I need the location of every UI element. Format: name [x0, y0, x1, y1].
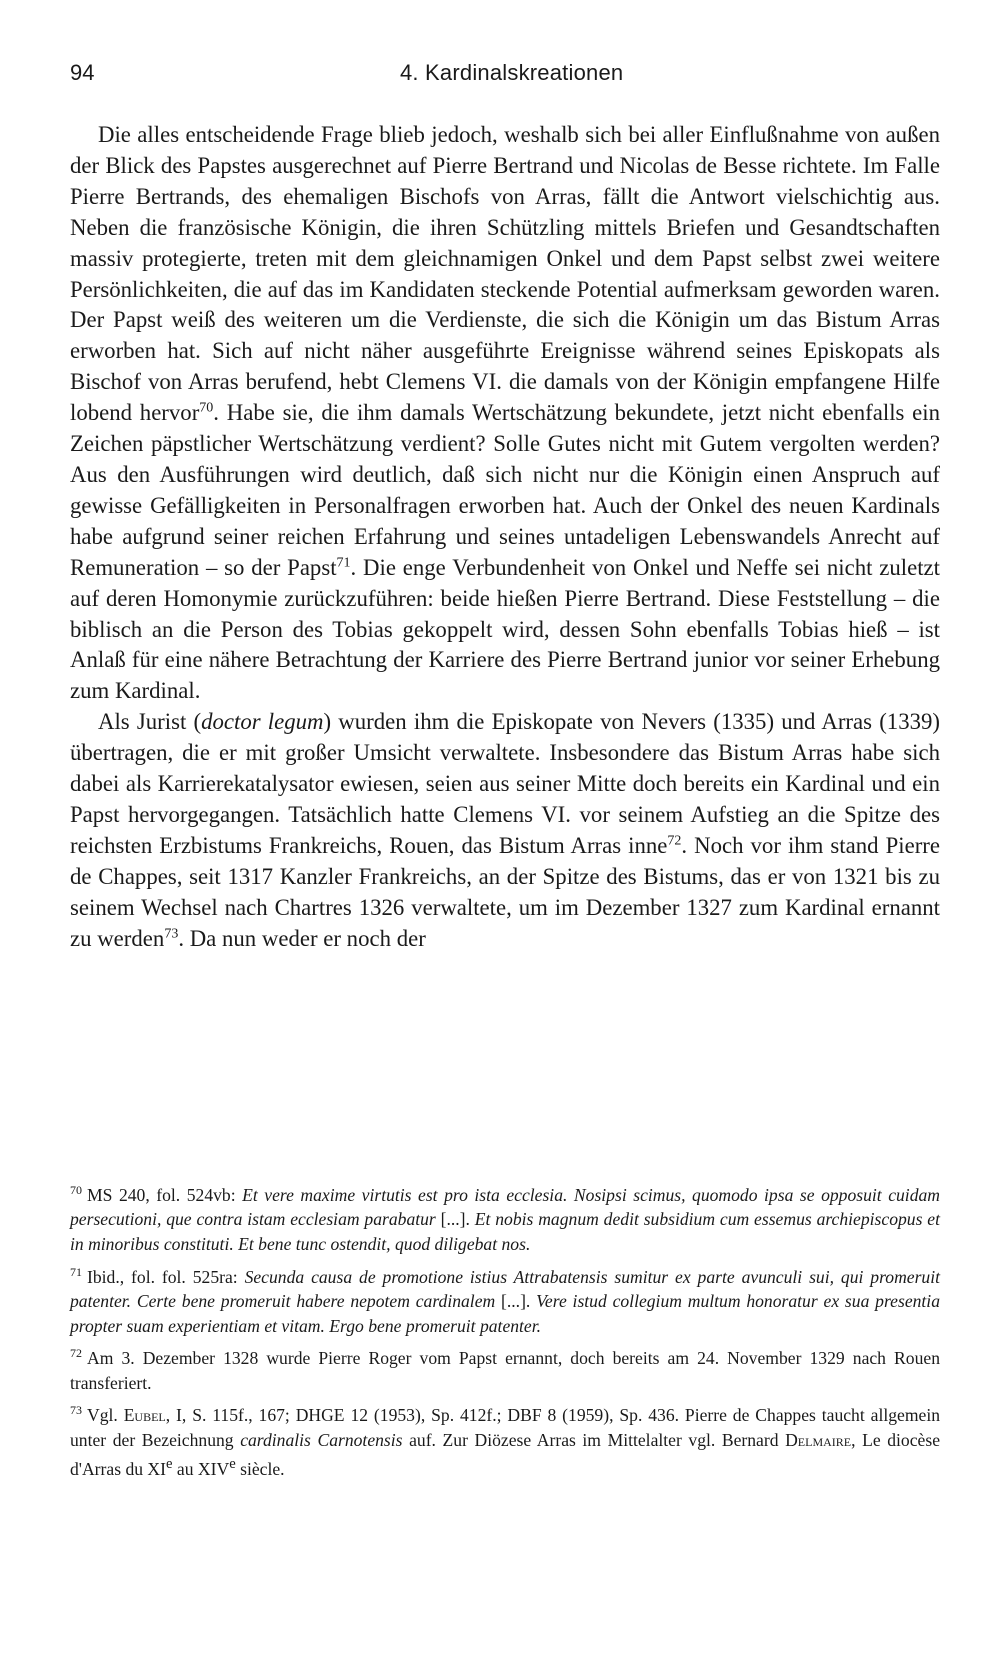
footnote-ref-71[interactable]: 71	[336, 555, 351, 571]
main-text	[70, 120, 940, 954]
footnote-73-text-e: au XIV	[172, 1459, 230, 1480]
footnote-ref-70[interactable]: 70	[199, 400, 214, 416]
footnote-73-text-c: auf. Zur Diözese Arras im Mittelalter vgl. Bernard	[402, 1429, 786, 1450]
footnote-73-author-delmaire: Delmaire	[785, 1429, 852, 1450]
footnotes	[70, 1178, 940, 1485]
footnote-73-text-b: , I, S. 115f., 167; DHGE 12 (1953), Sp. 412f.; DBF 8 (1959), Sp. 436. Pierre de Chappes taucht allgemein unter der Bezeichnung	[70, 1405, 940, 1450]
footnote-71-italic-2: Vere istud collegium multum honoratur ex sua presentia propter suam experientiam et vitam. Ergo bene promeruit patenter.	[70, 1291, 940, 1336]
footnote-71-text-a: Ibid., fol. fol. 525ra:	[87, 1266, 245, 1287]
paragraph-1-text-b: . Habe sie, die ihm damals Wertschätzung bekundete, jetzt nicht ebenfalls ein Zeichen päpstlicher Wertschätzung verdient? Solle Gutes nicht mit Gutem vergolten werden? Aus den Ausführungen wird deutlich, daß sich nicht nur die Königin einen Anspruch auf gewisse Gefälligkeiten in Personalfragen erworben hat. Auch der Onkel des neuen Kardinals habe aufgrund seiner reichen Erfahrung und seines untadeligen Lebenswandels Anrecht auf Remuneration – so der Papst	[70, 400, 940, 580]
paragraph-2-text-d: . Da nun weder er noch der	[178, 925, 426, 951]
footnote-72	[70, 1341, 940, 1395]
paragraph-2-italic: doctor legum	[201, 709, 324, 735]
paragraph-1-text-a: Die alles entscheidende Frage blieb jedoch, weshalb sich bei aller Einflußnahme von außen der Blick des Papstes ausgerechnet auf Pierre Bertrand und Nicolas de Besse richtete. Im Falle Pierre Bertrands, des ehemaligen Bischofs von Arras, fällt die Antwort vielschichtig aus. Neben die französische Königin, die ihren Schützling mittels Briefen und Gesandtschaften massiv protegierte, treten mit dem gleichnamigen Onkel und dem Papst selbst zwei weitere Persönlichkeiten, die auf das im Kandidaten steckende Potential aufmerksam geworden waren. Der Papst weiß des weiteren um die Verdienste, die sich die Königin um das Bistum Arras erworben hat. Sich auf nicht näher ausgeführte Ereignisse während seines Episkopats als Bischof von Arras berufend, hebt Clemens VI. die damals von der Königin empfangene Hilfe lobend hervor	[70, 122, 940, 426]
page-header	[70, 60, 940, 100]
paragraph-1-text-c: . Die enge Verbundenheit von Onkel und Neffe sei nicht zuletzt auf deren Homonymie zurückzuführen: beide hießen Pierre Bertrand. Diese Feststellung – die biblisch an die Person des Tobias gekoppelt wird, dessen Sohn ebenfalls Tobias hieß – ist Anlaß für eine nähere Betrachtung der Karriere des Pierre Bertrand junior vor seiner Erhebung zum Kardinal.	[70, 554, 940, 704]
footnote-70	[70, 1178, 940, 1257]
footnote-72-text: Am 3. Dezember 1328 wurde Pierre Roger vom Papst ernannt, doch bereits am 24. November 1329 nach Rouen transferiert.	[70, 1348, 940, 1393]
footnote-73-text-f: siècle.	[235, 1459, 285, 1480]
paragraph-2	[70, 707, 940, 954]
footnote-70-italic-2: Et nobis magnum dedit subsidium cum essemus archiepiscopus et in minoribus constituti. Et bene tunc ostendit, quod diligebat nos.	[70, 1209, 940, 1255]
paragraph-2-text-a: Als Jurist (	[98, 709, 202, 735]
footnote-73-text-a: Vgl.	[87, 1405, 124, 1426]
paragraph-2-text-c: . Noch vor ihm stand Pierre de Chappes, seit 1317 Kanzler Frankreichs, an der Spitze des Bistums, das er von 1321 bis zu seinem Wechsel nach Chartres 1326 verwaltete, um im Dezember 1327 zum Kardinal ernannt zu werden	[70, 832, 940, 951]
footnote-70-text-b: [...].	[435, 1209, 475, 1230]
footnote-70-number: 70	[70, 1183, 82, 1197]
footnote-71	[70, 1260, 940, 1339]
page-number: 94	[70, 60, 95, 85]
footnote-ref-72[interactable]: 72	[667, 833, 682, 849]
footnote-71-number: 71	[70, 1264, 82, 1279]
footnote-73-superscript-2: e	[229, 1456, 236, 1473]
footnote-71-italic-1: Secunda causa de promotione istius Attrabatensis sumitur ex parte avunculi sui, qui promeruit patenter. Certe bene promeruit habere nepotem cardinalem	[70, 1266, 941, 1312]
footnote-70-text-a: MS 240, fol. 524vb:	[87, 1184, 243, 1205]
paragraph-1	[70, 120, 940, 707]
running-head: 4. Kardinalskreationen	[400, 60, 624, 85]
footnote-73-text-d: , Le diocèse d'Arras du XI	[70, 1429, 940, 1480]
paragraph-2-text-b: ) wurden ihm die Episkopate von Nevers (1335) und Arras (1339) übertragen, die er mit großer Umsicht verwaltete. Insbesondere das Bistum Arras habe sich dabei als Karrierekatalysator ewiesen, seien aus seiner Mitte doch bereits ein Kardinal und ein Papst hervorgegangen. Tatsächlich hatte Clemens VI. vor seinem Aufstieg an die Spitze des reichsten Erzbistums Frankreichs, Rouen, das Bistum Arras inne	[70, 709, 940, 858]
footnote-73-italic: cardinalis Carnotensis	[240, 1429, 403, 1450]
footnote-73-number: 73	[70, 1403, 82, 1418]
footnote-ref-73[interactable]: 73	[164, 925, 179, 941]
footnote-70-italic-1: Et vere maxime virtutis est pro ista ecclesia. Nosipsi scimus, quomodo ipsa se opposuit cuidam persecutioni, que contra istam ecclesiam parabatur	[70, 1184, 940, 1230]
footnote-73-author-eubel: Eubel	[123, 1405, 166, 1426]
footnote-73-superscript-1: e	[166, 1456, 173, 1473]
footnote-71-text-b: [...].	[495, 1291, 537, 1312]
footnote-73	[70, 1398, 940, 1482]
footnote-72-number: 72	[70, 1346, 82, 1361]
